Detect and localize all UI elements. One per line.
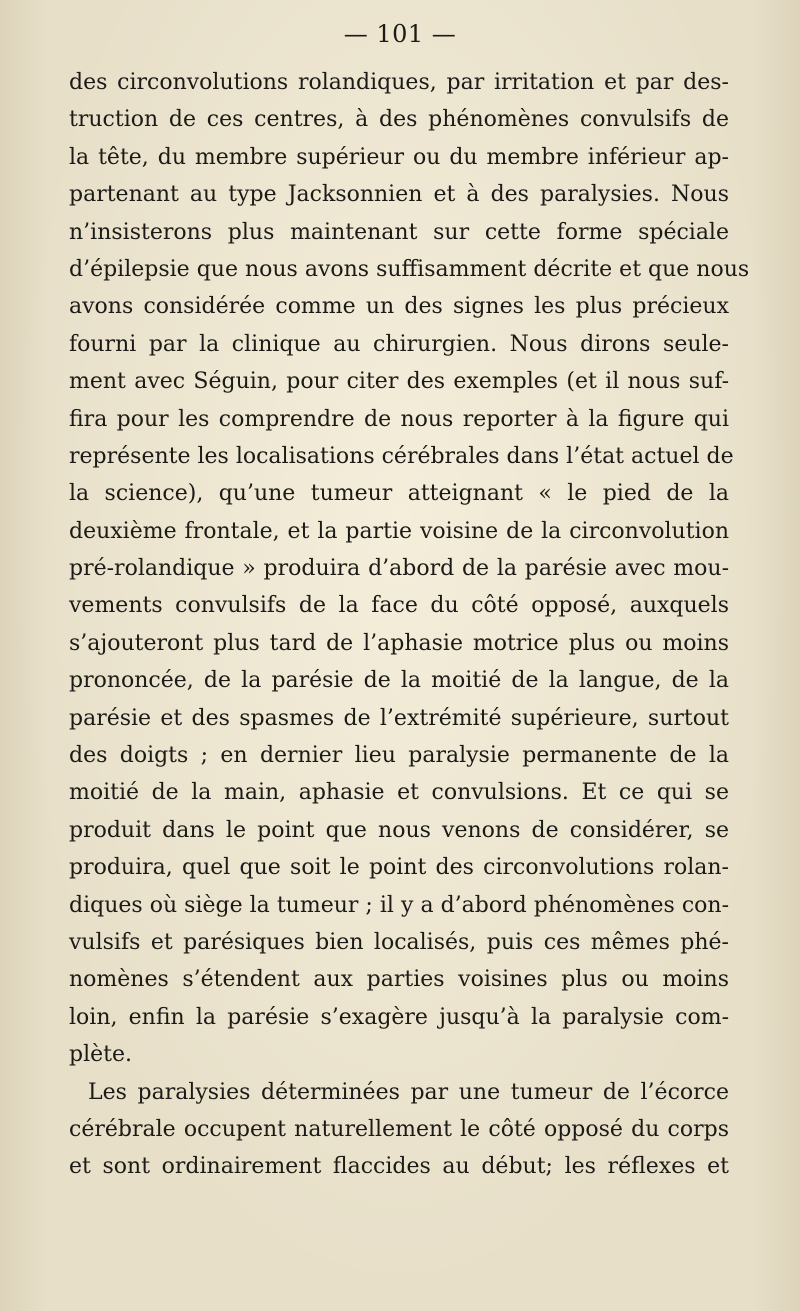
text-line: vulsifs et parésiques bien localisés, puis ces mêmes phé- [69,929,729,955]
text-line: et sont ordinairement flaccides au début; les réflexes et [69,1154,729,1180]
text-line: prononcée, de la parésie de la moitié de la langue, de la [69,668,729,694]
text-line: parésie et des spasmes de l’extrémité supérieure, surtout [69,705,729,731]
text-line: cérébrale occupent naturellement le côté opposé du corps [69,1116,729,1142]
page-number: — 101 — [343,20,457,48]
text-line: des circonvolutions rolandiques, par irritation et par des- [69,70,729,95]
text-line: truction de ces centres, à des phénomènes convulsifs de [69,107,729,133]
text-line: ment avec Séguin, pour citer des exemples (et il nous suf- [69,369,729,395]
text-line: la tête, du membre supérieur ou du membre inférieur ap- [69,144,729,170]
text-line: des doigts ; en dernier lieu paralysie permanente de la [69,743,729,769]
text-line: moitié de la main, aphasie et convulsions. Et ce qui se [69,780,729,806]
text-line: plète. [69,1042,132,1068]
body-text [69,64,750,1186]
text-line: fira pour les comprendre de nous reporter à la figure qui [69,406,729,432]
text-line: deuxième frontale, et la partie voisine de la circonvolution [69,518,729,544]
text-line: fourni par la clinique au chirurgien. Nous dirons seule- [69,331,729,357]
text-line: avons considérée comme un des signes les plus précieux [69,294,729,320]
paragraph-1 [69,64,750,1074]
text-line: produit dans le point que nous venons de considérer, se [69,817,729,843]
text-line: n’insisterons plus maintenant sur cette forme spéciale [69,219,729,245]
text-line: nomènes s’étendent aux parties voisines plus ou moins [69,967,729,993]
paragraph-2 [69,1074,729,1186]
text-line: diques où siège la tumeur ; il y a d’abord phénomènes con- [69,892,729,918]
text-line: d’épilepsie que nous avons suffisamment décrite et que nous [69,256,750,282]
text-line: loin, enfin la parésie s’exagère jusqu’à la paralysie com- [69,1004,729,1030]
text-line: partenant au type Jacksonnien et à des paralysies. Nous [69,182,729,208]
text-line: vements convulsifs de la face du côté opposé, auxquels [69,593,729,619]
text-line: pré-rolandique » produira d’abord de la parésie avec mou- [69,556,729,582]
text-line: la science), qu’une tumeur atteignant « le pied de la [69,481,729,507]
text-line: s’ajouteront plus tard de l’aphasie motrice plus ou moins [69,630,729,656]
text-line: produira, quel que soit le point des circonvolutions rolan- [69,855,729,881]
text-line: Les paralysies déterminées par une tumeur de l’écorce [88,1079,729,1105]
text-line: représente les localisations cérébrales dans l’état actuel de [69,443,734,469]
